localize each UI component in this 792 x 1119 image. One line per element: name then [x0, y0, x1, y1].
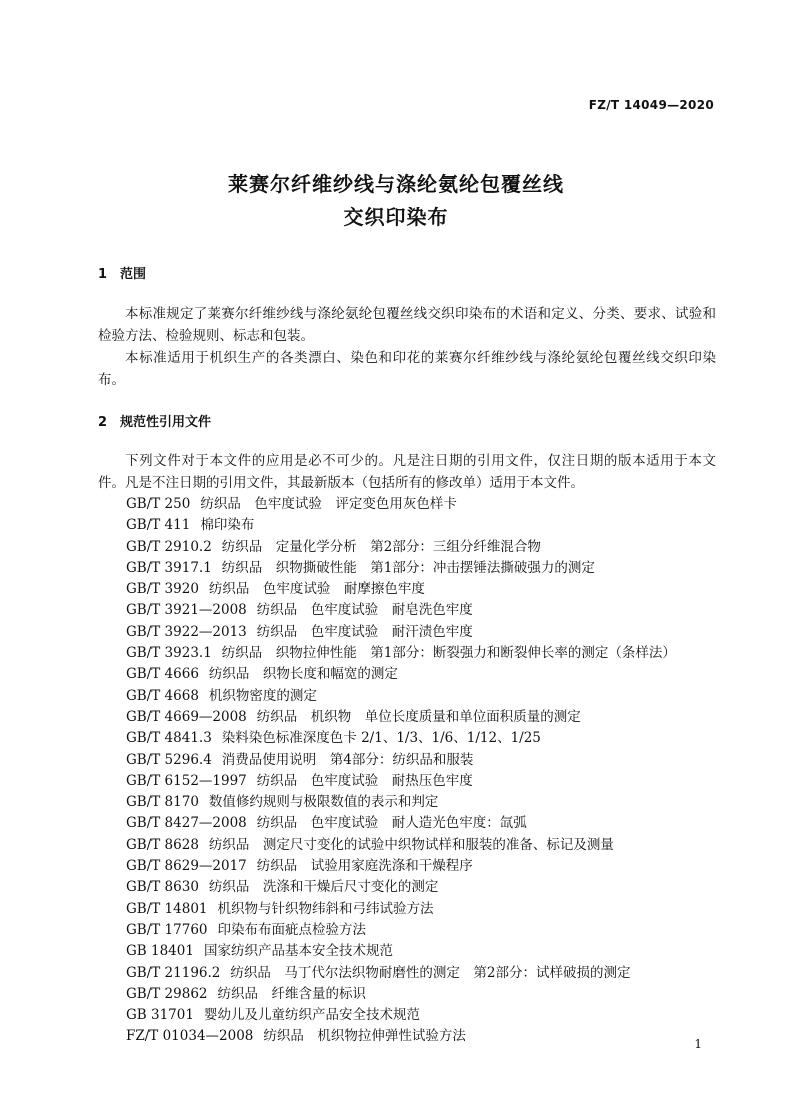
- section-title: 范围: [120, 267, 147, 282]
- reference-item: [126, 579, 676, 600]
- reference-item: [126, 899, 676, 920]
- reference-title: 纺织品 色牢度试验 耐汗渍色牢度: [256, 623, 473, 640]
- reference-title: 纺织品 定量化学分析 第2部分：三组分纤维混合物: [221, 538, 541, 555]
- reference-title: 机织物密度的测定: [208, 687, 317, 704]
- reference-code: GB/T 3923.1: [126, 645, 212, 662]
- reference-item: [126, 1026, 676, 1047]
- reference-code: GB/T 5296.4: [126, 751, 212, 768]
- reference-item: [126, 856, 676, 877]
- reference-code: GB 18401: [126, 943, 194, 960]
- reference-title: 纺织品 织物拉伸性能 第1部分：断裂强力和断裂伸长率的测定（条样法）: [221, 645, 676, 662]
- section-number: 2: [98, 415, 108, 430]
- reference-title: 纺织品 色牢度试验 评定变色用灰色样卡: [200, 496, 457, 512]
- reference-title: 纺织品 色牢度试验 耐热压色牢度: [256, 772, 473, 789]
- reference-title: 纺织品 纤维含量的标识: [217, 985, 366, 1002]
- reference-code: GB/T 411: [126, 517, 191, 534]
- section-title: 规范性引用文件: [120, 415, 212, 430]
- reference-title: 染料染色标准深度色卡 2/1、1/3、1/6、1/12、1/25: [221, 730, 541, 747]
- reference-code: GB/T 21196.2: [126, 964, 221, 981]
- page-number: 1: [694, 1037, 702, 1051]
- reference-item: [126, 707, 676, 728]
- reference-item: [126, 877, 676, 898]
- document-title-line2: 交织印染布: [343, 205, 449, 229]
- reference-code: GB/T 4841.3: [126, 730, 212, 747]
- reference-code: GB/T 250: [126, 496, 191, 512]
- reference-item: [126, 494, 676, 515]
- reference-code: GB/T 29862: [126, 985, 208, 1002]
- reference-title: 婴幼儿及儿童纺织产品安全技术规范: [203, 1007, 420, 1024]
- reference-title: 纺织品 机织物拉伸弹性试验方法: [263, 1028, 466, 1045]
- reference-title: 机织物与针织物纬斜和弓纬试验方法: [217, 900, 434, 917]
- reference-title: 印染布布面疵点检验方法: [217, 921, 366, 938]
- section-2-heading: [98, 411, 211, 430]
- reference-code: GB/T 3922—2013: [126, 623, 247, 640]
- reference-code: GB 31701: [126, 1007, 194, 1024]
- reference-item: [126, 622, 676, 643]
- reference-code: GB/T 14801: [126, 900, 208, 917]
- reference-code: FZ/T 01034—2008: [126, 1028, 254, 1045]
- reference-title: 国家纺织产品基本安全技术规范: [203, 943, 393, 960]
- section-number: 1: [98, 267, 108, 282]
- reference-item: [126, 963, 676, 984]
- reference-item: [126, 941, 676, 962]
- reference-code: GB/T 8630: [126, 879, 199, 896]
- reference-item: [126, 515, 676, 536]
- reference-item: [126, 771, 676, 792]
- reference-code: GB/T 2910.2: [126, 538, 212, 555]
- reference-item: [126, 1005, 676, 1026]
- reference-code: GB/T 8629—2017: [126, 858, 247, 875]
- reference-title: 消费品使用说明 第4部分：纺织品和服装: [221, 751, 474, 768]
- reference-title: 纺织品 试验用家庭洗涤和干燥程序: [256, 858, 473, 875]
- reference-title: 纺织品 色牢度试验 耐人造光色牢度：氙弧: [256, 815, 527, 832]
- reference-code: GB/T 4666: [126, 666, 199, 683]
- reference-item: [126, 920, 676, 941]
- reference-title: 纺织品 机织物 单位长度质量和单位面积质量的测定: [256, 708, 581, 725]
- scope-paragraph: 本标准规定了莱赛尔纤维纱线与涤纶氨纶包覆丝线交织印染布的术语和定义、分类、要求、试验和检验方法、检验规则、标志和包装。: [98, 306, 716, 344]
- reference-code: GB/T 3917.1: [126, 559, 212, 576]
- section-1-heading: [98, 263, 146, 282]
- reference-item: [126, 664, 676, 685]
- reference-title: 纺织品 测定尺寸变化的试验中织物试样和服装的准备、标记及测量: [208, 836, 614, 853]
- references-intro-paragraph: 下列文件对于本文件的应用是必不可少的。凡是注日期的引用文件，仅注日期的版本适用于本文件。凡是不注日期的引用文件，其最新版本（包括所有的修改单）适用于本文件。: [98, 453, 716, 491]
- reference-title: 纺织品 色牢度试验 耐摩擦色牢度: [208, 581, 425, 598]
- reference-title: 纺织品 织物撕破性能 第1部分：冲击摆锤法撕破强力的测定: [221, 559, 595, 576]
- reference-code: GB/T 6152—1997: [126, 772, 247, 789]
- reference-code: GB/T 8628: [126, 836, 199, 853]
- reference-item: [126, 792, 676, 813]
- reference-item: [126, 686, 676, 707]
- reference-title: 棉印染布: [200, 517, 255, 534]
- standard-code: FZ/T 14049—2020: [588, 98, 714, 112]
- reference-item: [126, 813, 676, 834]
- reference-title: 纺织品 色牢度试验 耐皂洗色牢度: [256, 602, 473, 619]
- reference-title: 纺织品 织物长度和幅宽的测定: [208, 666, 398, 683]
- reference-code: GB/T 8427—2008: [126, 815, 247, 832]
- reference-item: [126, 643, 676, 664]
- reference-code: GB/T 4669—2008: [126, 708, 247, 725]
- reference-item: [126, 600, 676, 621]
- reference-item: [126, 835, 676, 856]
- reference-code: GB/T 3920: [126, 581, 199, 598]
- reference-item: [126, 537, 676, 558]
- reference-title: 纺织品 洗涤和干燥后尺寸变化的测定: [208, 879, 439, 896]
- reference-code: GB/T 3921—2008: [126, 602, 247, 619]
- reference-code: GB/T 17760: [126, 921, 208, 938]
- document-title-line1: 莱赛尔纤维纱线与涤纶氨纶包覆丝线: [228, 172, 564, 196]
- normative-references-list: [126, 494, 676, 1048]
- reference-title: 数值修约规则与极限数值的表示和判定: [208, 794, 439, 811]
- reference-code: GB/T 4668: [126, 687, 199, 704]
- reference-item: [126, 728, 676, 749]
- reference-item: [126, 750, 676, 771]
- scope-paragraph: 本标准适用于机织生产的各类漂白、染色和印花的莱赛尔纤维纱线与涤纶氨纶包覆丝线交织印染布。: [98, 350, 716, 388]
- reference-code: GB/T 8170: [126, 794, 199, 811]
- reference-item: [126, 984, 676, 1005]
- reference-item: [126, 558, 676, 579]
- reference-title: 纺织品 马丁代尔法织物耐磨性的测定 第2部分：试样破损的测定: [230, 964, 631, 981]
